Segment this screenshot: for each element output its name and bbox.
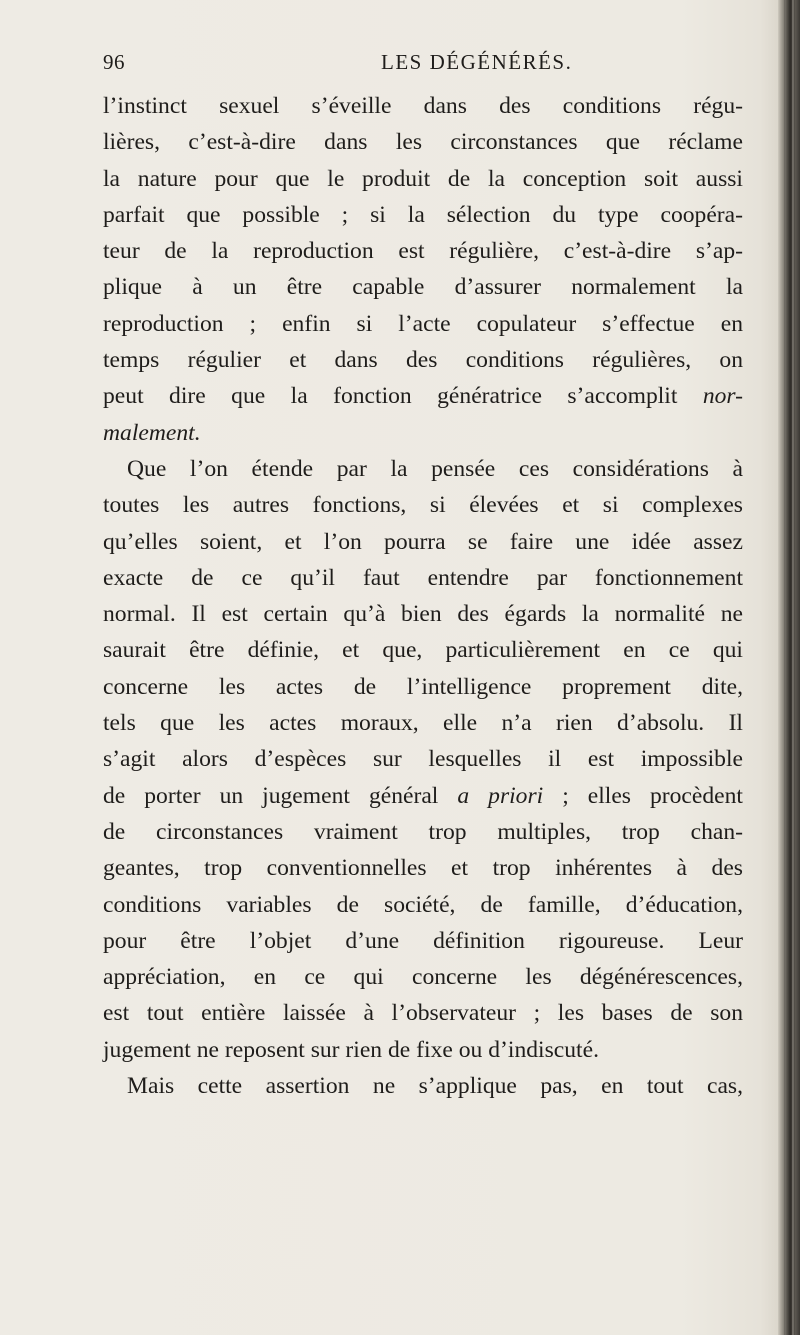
text-line: concerne les actes de l’intelligence proprement dite, — [103, 673, 743, 700]
running-head: LES DÉGÉNÉRÉS. — [381, 50, 573, 74]
text-line: conditions variables de société, de famille, d’éducation, — [103, 891, 743, 918]
text-line: jugement ne reposent sur rien de fixe ou d’indiscuté. — [103, 1036, 599, 1063]
text-line: l’instinct sexuel s’éveille dans des conditions régu- — [103, 93, 743, 119]
text-line: de porter un jugement général a priori ; elles procèdent — [103, 782, 743, 809]
text-line: exacte de ce qu’il faut entendre par fonctionnement — [103, 564, 743, 591]
text-line: tels que les actes moraux, elle n’a rien d’absolu. Il — [103, 710, 743, 737]
text-line: saurait être définie, et que, particulièrement en ce qui — [103, 637, 743, 664]
text-line: toutes les autres fonctions, si élevées et si complexes — [103, 492, 743, 519]
text-line — [103, 415, 743, 451]
text-line: s’agit alors d’espèces sur lesquelles il est impossible — [103, 746, 743, 773]
text-line: de circonstances vraiment trop multiples, trop chan- — [103, 818, 743, 845]
text-line: temps régulier et dans des conditions régulières, on — [103, 347, 743, 374]
text-line: plique à un être capable d’assurer normalement la — [103, 274, 743, 301]
text-line: lières, c’est-à-dire dans les circonstances que réclame — [103, 129, 743, 156]
text-line: teur de la reproduction est régulière, c’est-à-dire s’ap- — [103, 238, 743, 265]
text-line: geantes, trop conventionnelles et trop inhérentes à des — [103, 855, 743, 882]
text-line: appréciation, en ce qui concerne les dégénérescences, — [103, 964, 743, 991]
page-number: 96 — [103, 50, 125, 74]
text-line: peut dire que la fonction génératrice s’accomplit nor- — [103, 383, 743, 410]
paragraph-start-line: Mais cette assertion ne s’applique pas, en tout cas, — [127, 1073, 743, 1100]
spine-edge-line — [784, 0, 786, 1335]
italic-phrase: a priori — [457, 782, 544, 809]
italic-word: malement. — [103, 419, 201, 446]
book-spine-shadow — [778, 0, 800, 1335]
text-line: pour être l’objet d’une définition rigoureuse. Leur — [103, 927, 743, 954]
text-line: normal. Il est certain qu’à bien des égards la normalité ne — [103, 601, 743, 628]
text-line: la nature pour que le produit de la conception soit aussi — [103, 165, 743, 192]
italic-word: nor- — [702, 383, 743, 410]
text-line: reproduction ; enfin si l’acte copulateur s’effectue en — [103, 310, 743, 337]
spine-edge-line — [792, 0, 794, 1335]
page-header — [103, 50, 743, 78]
body-text — [103, 88, 743, 1104]
paragraph-start-line: Que l’on étende par la pensée ces considérations à — [127, 455, 743, 482]
text-line: qu’elles soient, et l’on pourra se faire une idée assez — [103, 528, 743, 555]
text-line: parfait que possible ; si la sélection du type coopéra- — [103, 201, 743, 228]
text-line: est tout entière laissée à l’observateur ; les bases de son — [103, 1000, 743, 1027]
